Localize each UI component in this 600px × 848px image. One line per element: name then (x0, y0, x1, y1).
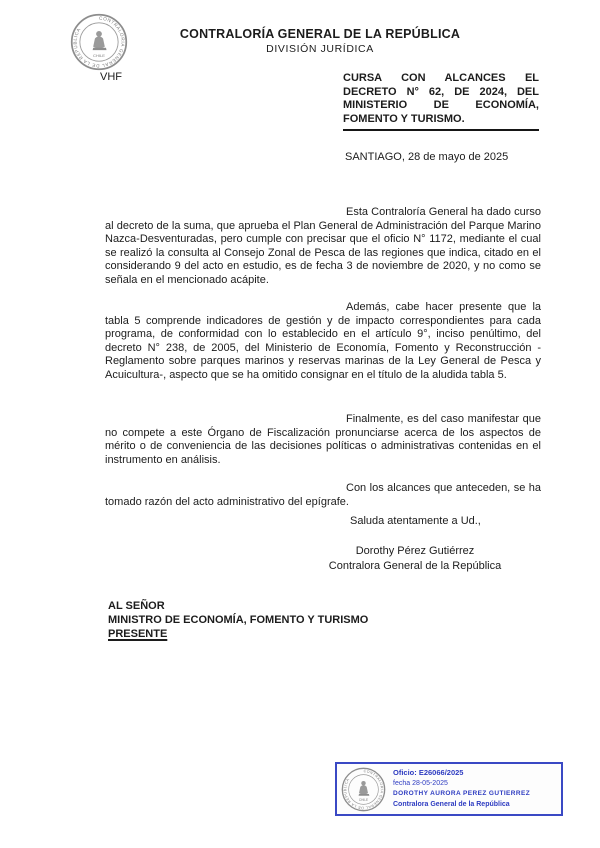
signature-block (280, 544, 550, 573)
body-paragraph: Además, cabe hacer presente que la tabla 5 comprende indicadores de gestión y de impacto correspondientes para cada programa, de conformidad con lo establecido en el artículo 9°, inciso penúltimo, del decreto N° 238, de 2005, del Ministerio de Economía, Fomento y Reconstrucción -Reglamento sobre parques marinos y reservas marinas de la Ley General de Pesca y Acuicultura-, aspecto que se ha omitido consignar en el título de la aludida tabla 5. (105, 301, 541, 381)
stamp-signer-name: DOROTHY AURORA PEREZ GUTIERREZ (393, 790, 531, 797)
division-name: DIVISIÓN JURÍDICA (266, 43, 374, 55)
stamp-date: fecha 28-05-2025 (393, 779, 448, 787)
toma-razon-stamp (335, 762, 563, 816)
stamp-seal-icon (341, 767, 386, 812)
letterhead (110, 27, 530, 55)
addressee-block (108, 600, 368, 641)
clerk-initials: VHF (100, 71, 122, 83)
dateline: SANTIAGO, 28 de mayo de 2025 (345, 151, 509, 163)
addressee-salutation: AL SEÑOR (108, 600, 165, 612)
subject-reference: CURSA CON ALCANCES EL DECRETO N° 62, DE 2024, DEL MINISTERIO DE ECONOMÍA, FOMENTO Y TURISMO. (343, 72, 539, 131)
organization-name: CONTRALORÍA GENERAL DE LA REPÚBLICA (179, 27, 461, 41)
body-paragraph: Con los alcances que anteceden, se ha tomado razón del acto administrativo del epígrafe. (105, 482, 541, 508)
stamp-oficio-number: Oficio: E26066/2025 (393, 768, 464, 777)
body-paragraph: Finalmente, es del caso manifestar que no compete a este Órgano de Fiscalización pronunciarse acerca de los aspectos de mérito o de conveniencia de las decisiones políticas o administrativas contenidas en el instrumento en análisis. (105, 413, 541, 466)
signer-title: Contralora General de la República (328, 559, 502, 572)
salutation: Saluda atentamente a Ud., (350, 515, 481, 527)
stamp-text-block (393, 768, 530, 810)
addressee-title: MINISTRO DE ECONOMÍA, FOMENTO Y TURISMO (108, 613, 369, 626)
addressee-presente: PRESENTE (108, 627, 168, 640)
stamp-signer-title: Contralora General de la República (393, 800, 510, 808)
signer-name: Dorothy Pérez Gutiérrez (355, 545, 475, 557)
body-paragraph: Esta Contraloría General ha dado curso al decreto de la suma, que aprueba el Plan General de Administración del Parque Marino Nazca-Desventuradas, pero cumple con precisar que el oficio N° 1172, mediante el cual se realizó la consulta al Consejo Zonal de Pesca de las regiones que indica, citado en el considerando 9 del acto en estudio, es de fecha 3 de noviembre de 2020, y no como se señala en el mencionado acápite. (105, 206, 541, 286)
